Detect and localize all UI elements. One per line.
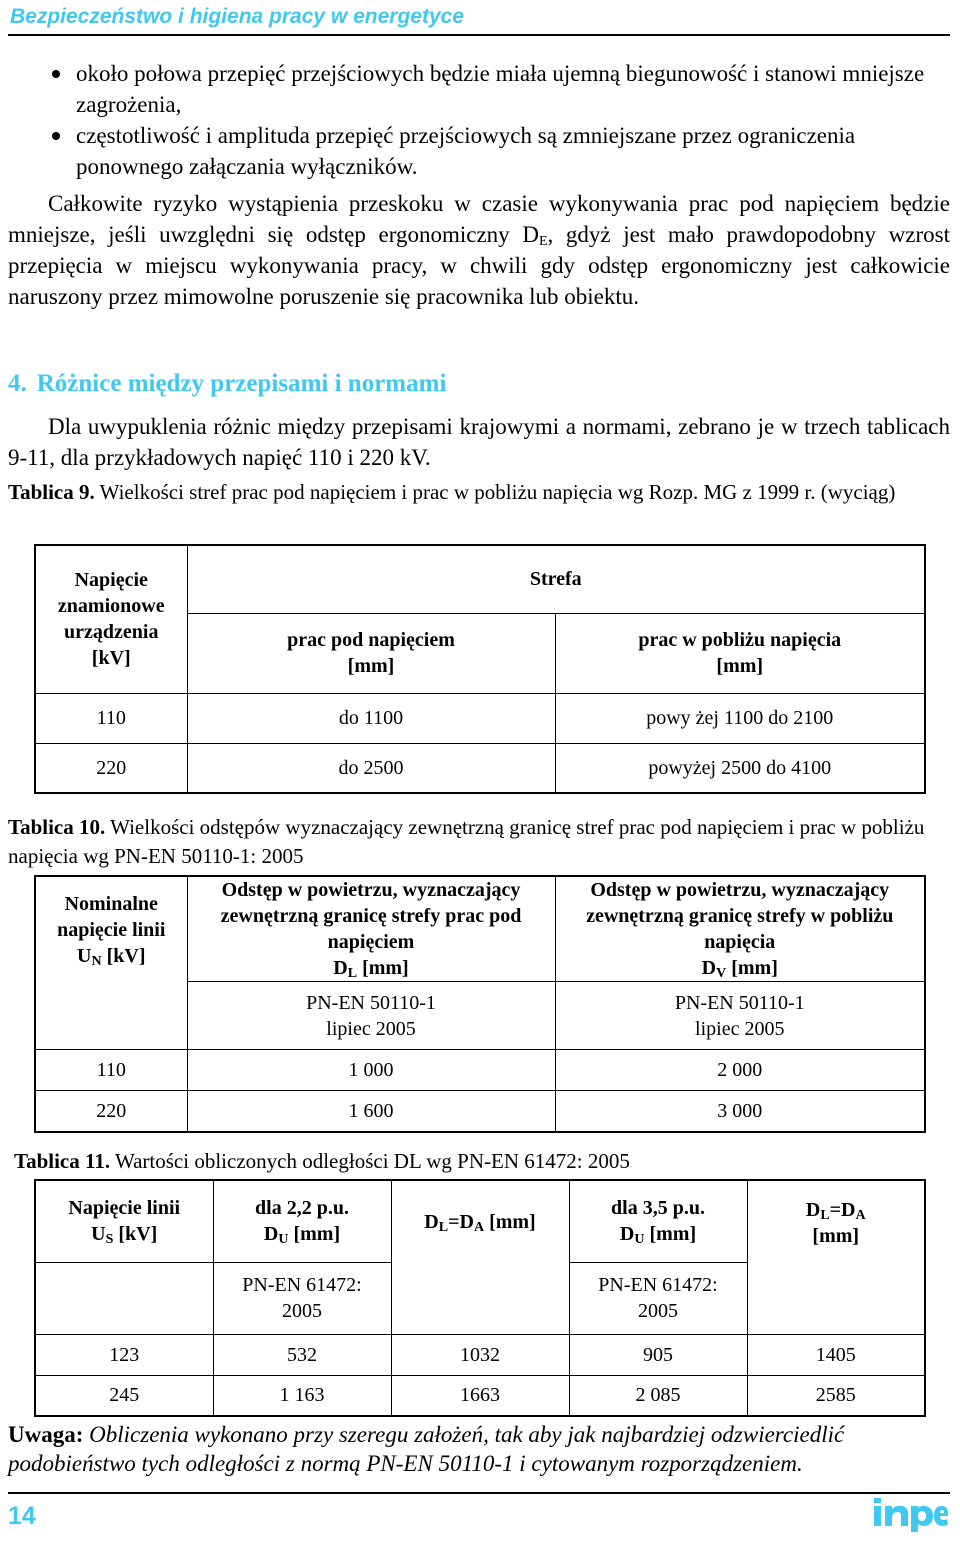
header-line: prac pod napięciem: [287, 629, 455, 651]
symbol: D: [619, 1223, 635, 1246]
unit: [kV]: [101, 945, 146, 967]
standard-line: lipiec 2005: [326, 1017, 416, 1040]
caption-label: Tablica 10.: [8, 815, 106, 839]
header-line: [574, 1221, 743, 1247]
header-line: [396, 1209, 565, 1235]
header-line: [560, 955, 921, 981]
table-cell: powy żej 1100 do 2100: [555, 693, 925, 743]
header-line: prac w pobliżu napięcia: [638, 629, 842, 651]
standard-line: 2005: [638, 1300, 678, 1322]
subscript: A: [473, 1220, 485, 1235]
body-paragraph: [8, 188, 950, 312]
table-row: [35, 743, 925, 793]
header-line: napięcia: [704, 931, 776, 953]
table-10: [34, 875, 926, 1133]
note-text: Obliczenia wykonano przy szeregu założeń, tak aby jak najbardziej odzwierciedlić podobieństwo tych odległości z normą PN-EN 50110-1 i cytowanym rozporządzeniem.: [8, 1422, 845, 1476]
subscript: U: [278, 1232, 289, 1248]
header-line: Odstęp w powietrzu, wyznaczający: [590, 879, 890, 901]
section-title: Różnice między przepisami i normami: [36, 370, 447, 397]
table-caption: [8, 813, 950, 871]
caption-text: Wielkości stref prac pod napięciem i prac w pobliżu napięcia wg Rozp. MG z 1999 r. (wyciąg): [94, 480, 896, 504]
symbol: U: [77, 945, 92, 967]
bullet-icon: [52, 70, 60, 78]
table-cell: 1405: [747, 1334, 925, 1375]
empty-cell: [35, 1262, 213, 1334]
header-dl-da: [391, 1180, 569, 1334]
header-line: [218, 1221, 387, 1247]
subscript: U: [634, 1232, 645, 1248]
standard-line: PN-EN 50110-1: [306, 991, 436, 1014]
table-cell: do 2500: [187, 743, 555, 793]
symbol: U: [91, 1223, 106, 1246]
section-heading: [8, 370, 446, 398]
caption-text: Wielkości odstępów wyznaczający zewnętrzną granicę stref prac pod napięciem i prac w pobliżu napięcia wg PN-EN 50110-1: 2005: [8, 815, 925, 868]
table-cell: do 1100: [187, 693, 555, 743]
running-header: Bezpieczeństwo i higiena pracy w energetyce: [10, 5, 464, 28]
header-du-35: [569, 1180, 747, 1262]
table-9: [34, 544, 926, 794]
table-cell: 2585: [747, 1375, 925, 1416]
footer-divider: [8, 1492, 950, 1494]
header-nominal-voltage: [35, 876, 187, 1050]
header-line: Nominalne: [64, 893, 158, 915]
table-cell: 1 600: [187, 1091, 555, 1132]
table-cell: 110: [35, 693, 187, 743]
table-cell: 123: [35, 1334, 213, 1375]
list-item-text: około połowa przepięć przejściowych będzie miała ujemną biegunowość i stanowi mniejsze zagrożenia,: [76, 61, 925, 117]
header-line: zewnętrzną granicę strefy w pobliżu: [586, 905, 894, 927]
table-cell: powyżej 2500 do 4100: [555, 743, 925, 793]
caption-label: Tablica 11.: [14, 1149, 111, 1173]
table-cell: 3 000: [555, 1091, 925, 1132]
header-line: Odstęp w powietrzu, wyznaczający: [221, 879, 521, 901]
standard-line: lipiec 2005: [695, 1017, 785, 1040]
unit: [kV]: [113, 1223, 158, 1246]
unit: [mm]: [726, 957, 778, 979]
table-cell: 245: [35, 1375, 213, 1416]
list-item: [48, 58, 950, 120]
table-row: [35, 1050, 925, 1091]
table-row: [35, 1091, 925, 1132]
bullet-icon: [52, 132, 60, 140]
subscript: S: [105, 1232, 114, 1248]
header-line: [40, 943, 183, 969]
table-cell: 220: [35, 1091, 187, 1132]
standard-cell: [187, 982, 555, 1050]
table-cell: 1032: [391, 1334, 569, 1375]
header-line-voltage: [35, 1180, 213, 1262]
table-cell: 1 163: [213, 1375, 391, 1416]
note-label: Uwaga:: [8, 1422, 84, 1447]
subscript: L: [347, 966, 358, 981]
section-number: 4.: [8, 370, 27, 397]
header-dv: [555, 876, 925, 982]
table-row: [35, 1334, 925, 1375]
table-cell: 532: [213, 1334, 391, 1375]
subscript: E: [538, 234, 548, 249]
symbol: D: [333, 957, 348, 979]
header-line: [mm]: [716, 655, 764, 677]
header-divider: [8, 34, 950, 36]
table-cell: 110: [35, 1050, 187, 1091]
table-cell: 2 085: [569, 1375, 747, 1416]
table-cell: 1 000: [187, 1050, 555, 1091]
list-item: [48, 120, 950, 182]
body-paragraph: Dla uwypuklenia różnic między przepisami krajowymi a normami, zebrano je w trzech tablicach 9-11, dla przykładowych napięć 110 i 220 kV.: [8, 414, 950, 470]
symbol: =D: [829, 1199, 856, 1221]
standard-cell: [213, 1262, 391, 1334]
header-live-work: [187, 613, 555, 693]
header-line: [40, 1221, 209, 1247]
header-line: napięcie linii: [57, 919, 166, 941]
header-dl: [187, 876, 555, 982]
header-line: [mm]: [347, 655, 395, 677]
header-line: Napięcie linii: [68, 1197, 181, 1220]
note: [8, 1420, 950, 1478]
table-cell: 220: [35, 743, 187, 793]
header-line: znamionowe: [57, 595, 165, 618]
unit: [mm]: [288, 1223, 341, 1246]
table-11: [34, 1179, 926, 1417]
list-item-text: częstotliwość i amplituda przepięć przejściowych są zmniejszane przez ograniczenia ponownego załączania wyłączników.: [76, 123, 856, 179]
symbol: =D: [448, 1211, 474, 1233]
standard-line: PN-EN 61472:: [598, 1274, 718, 1296]
caption-text: Wartości obliczonych odległości DL wg PN-EN 61472: 2005: [110, 1149, 630, 1173]
subscript: L: [438, 1220, 449, 1235]
standard-line: 2005: [282, 1300, 322, 1322]
table-cell: 905: [569, 1334, 747, 1375]
page-number: 14: [8, 1502, 36, 1530]
standard-line: PN-EN 61472:: [242, 1274, 362, 1296]
header-line: [kV]: [91, 647, 131, 670]
standard-cell: [555, 982, 925, 1050]
table-caption: [8, 478, 950, 507]
header-dl-da-2: [747, 1180, 925, 1334]
table-cell: 2 000: [555, 1050, 925, 1091]
header-line: urządzenia: [64, 621, 159, 644]
table-row: [35, 693, 925, 743]
header-line: [752, 1197, 921, 1223]
header-zone: Strefa: [187, 545, 925, 613]
header-voltage: [35, 545, 187, 693]
header-line: [192, 955, 551, 981]
table-caption: [14, 1147, 950, 1176]
header-line: dla 3,5 p.u.: [611, 1197, 705, 1220]
table-cell: 1663: [391, 1375, 569, 1416]
header-du-22: [213, 1180, 391, 1262]
header-line: zewnętrzną granicę strefy prac pod: [220, 905, 522, 927]
caption-label: Tablica 9.: [8, 480, 95, 504]
subscript: A: [855, 1208, 866, 1223]
subscript: V: [716, 966, 727, 981]
standard-line: PN-EN 50110-1: [674, 991, 805, 1014]
header-line: napięciem: [327, 931, 415, 953]
unit: [mm]: [812, 1225, 860, 1247]
symbol: D: [701, 957, 717, 979]
table-row: [35, 1375, 925, 1416]
unit: [mm]: [484, 1211, 536, 1233]
unit: [mm]: [357, 957, 409, 979]
symbol: D: [805, 1199, 821, 1221]
unit: [mm]: [644, 1223, 697, 1246]
subscript: L: [820, 1208, 830, 1223]
inpe-logo: [872, 1496, 948, 1532]
paragraph-text: , gdyż jest mało prawdopodobny wzrost przepięcia w miejscu wykonywania pracy, w chwili gdy odstęp ergonomiczny jest całkowicie naruszony przez mimowolne poruszenie się pracownika lub obiektu.: [8, 222, 950, 309]
standard-cell: [569, 1262, 747, 1334]
header-near-work: [555, 613, 925, 693]
subscript: N: [91, 954, 102, 969]
symbol: D: [424, 1211, 439, 1233]
symbol: D: [263, 1223, 279, 1246]
header-line: Napięcie: [74, 569, 148, 592]
paragraph-text: Całkowite ryzyko wystąpienia przeskoku w czasie wykonywania prac pod napięciem będzie mniejsze, jeśli uwzględni się odstęp ergonomiczny D: [8, 191, 950, 247]
bullet-list: [48, 58, 950, 182]
header-line: dla 2,2 p.u.: [255, 1197, 349, 1220]
